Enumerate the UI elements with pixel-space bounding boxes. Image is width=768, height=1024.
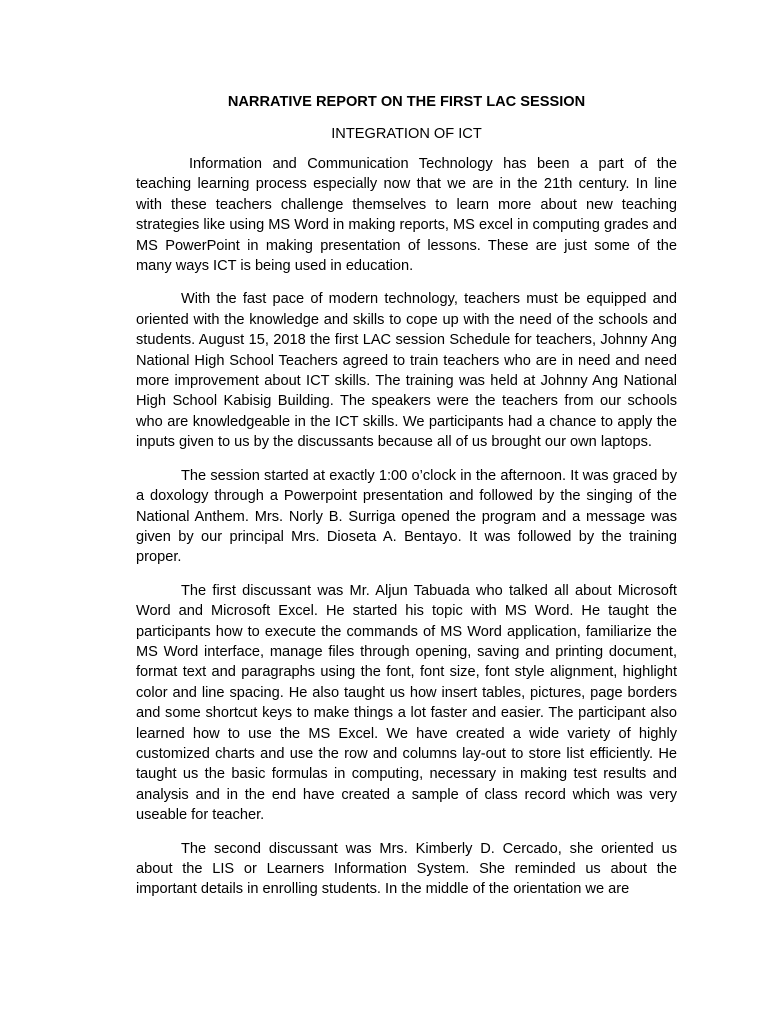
paragraph-ict-intro: Information and Communication Technology has been a part of the teaching learning process especially now that we are in the 21th century. In line with these teachers challenge themselves to learn more about new teaching strategies like using MS Word in making reports, MS excel in computing grades and MS PowerPoint in making presentation of lessons. These are just some of the many ways ICT is being used in education.: [136, 156, 677, 275]
document-body: [136, 92, 677, 900]
paragraph-lac-overview: With the fast pace of modern technology, teachers must be equipped and oriented with the knowledge and skills to cope up with the need of the schools and students. August 15, 2018 the first LAC session Schedule for teachers, Johnny Ang National High School Teachers agreed to train teachers who are in need and need more improvement about ICT skills. The training was held at Johnny Ang National High School Kabisig Building. The speakers were the teachers from our schools who are knowledgeable in the ICT skills. We participants had a chance to apply the inputs given to us by the discussants because all of us brought our own laptops.: [136, 291, 677, 451]
paragraph-second-discussant: The second discussant was Mrs. Kimberly D. Cercado, she oriented us about the LIS or Learners Information System. She reminded us about the important details in enrolling students. In the middle of the orientation we are: [136, 840, 677, 898]
paragraph-first-discussant: The first discussant was Mr. Aljun Tabuada who talked all about Microsoft Word and Microsoft Excel. He started his topic with MS Word. He taught the participants how to execute the commands of MS Word application, familiarize the MS Word interface, manage files through opening, saving and printing document, format text and paragraphs using the font, font size, font style alignment, highlight color and line spacing. He also taught us how insert tables, pictures, page borders and some shortcut keys to make things a lot faster and easier. The participant also learned how to use the MS Excel. We have created a wide variety of highly customized charts and use the row and columns lay-out to store list efficiently. He taught us the basic formulas in computing, necessary in making test results and analysis and in the end have created a sample of class record which was very useable for teacher.: [136, 582, 677, 824]
document-title: NARRATIVE REPORT ON THE FIRST LAC SESSION: [227, 94, 586, 110]
paragraph-session-opening: The session started at exactly 1:00 o’clock in the afternoon. It was graced by a doxology through a Powerpoint presentation and followed by the singing of the National Anthem. Mrs. Norly B. Surriga opened the program and a message was given by our principal Mrs. Dioseta A. Bentayo. It was followed by the training proper.: [136, 467, 677, 566]
document-subtitle: INTEGRATION OF ICT: [331, 126, 482, 142]
